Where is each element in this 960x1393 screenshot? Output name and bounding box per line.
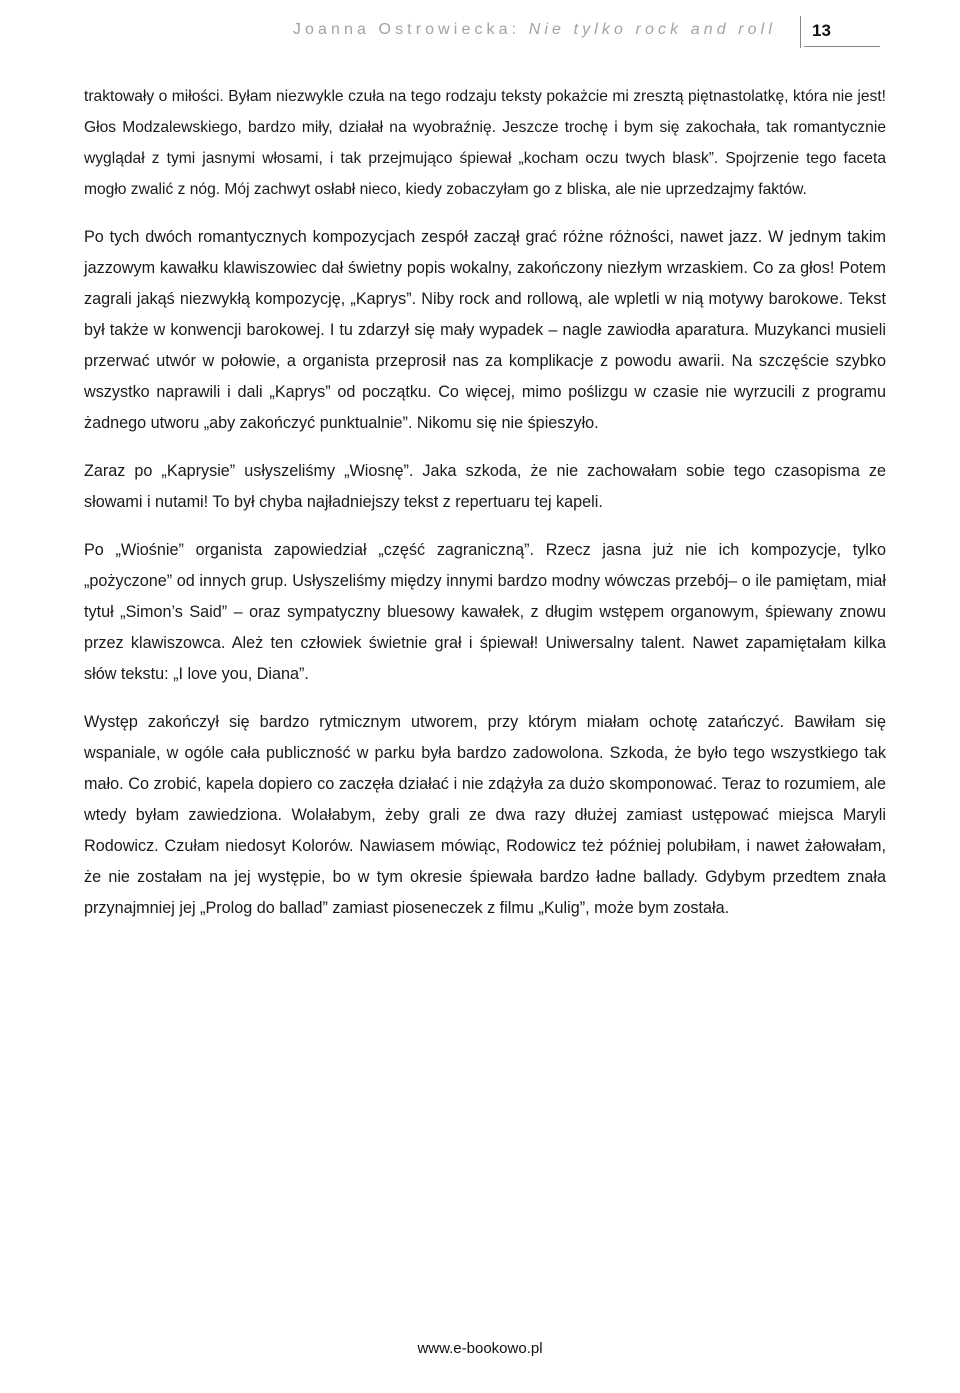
paragraph-4: Po „Wiośnie” organista zapowiedział „część zagraniczną”. Rzecz jasna już nie ich kompozycje, tylko „pożyczone” od innych grup. Usłyszeliśmy między innymi bardzo modny wówczas przebój– o ile pamiętam, miał tytuł „Simon’s Said” – oraz sympatyczny bluesowy kawałek, z długim wstępem organowym, śpiewany znowu przez klawiszowca. Ależ ten człowiek świetnie grał i śpiewał! Uniwersalny talent. Nawet zapamiętałam kilka słów tekstu: „I love you, Diana”.: [84, 541, 886, 683]
running-header: [293, 21, 776, 39]
paragraph-3: Zaraz po „Kaprysie” usłyszeliśmy „Wiosnę”. Jaka szkoda, że nie zachowałam sobie tego czasopisma ze słowami i nutami! To był chyba najładniejszy tekst z repertuaru tej kapeli.: [84, 462, 886, 511]
header-rule: [804, 46, 880, 47]
page-number: 13: [812, 21, 831, 40]
paragraph-1: traktowały o miłości. Byłam niezwykle czuła na tego rodzaju teksty pokażcie mi zresztą piętnastolatkę, która nie jest! Głos Modzalewskiego, bardzo miły, działał na wyobraźnię. Jeszcze trochę i bym się zakochała, tak romantycznie wyglądał z tymi jasnymi włosami, i tak przejmująco śpiewał „kocham oczu twych blask”. Spojrzenie tego faceta mogło zwalić z nóg. Mój zachwyt osłabł nieco, kiedy zobaczyłam go z bliska, ale nie uprzedzajmy faktów.: [84, 88, 886, 198]
footer-url: www.e-bookowo.pl: [417, 1340, 543, 1357]
paragraph-2: Po tych dwóch romantycznych kompozycjach zespół zaczął grać różne różności, nawet jazz. W jednym takim jazzowym kawałku klawiszowiec dał świetny popis wokalny, zakończony niezłym wrzaskiem. Co za głos! Potem zagrali jakąś niezwykłą kompozycję, „Kaprys”. Niby rock and rollową, ale wpletli w nią motywy barokowe. Tekst był także w konwencji barokowej. I tu zdarzył się mały wypadek – nagle zawiodła aparatura. Muzykanci musieli przerwać utwór w połowie, a organista przeprosił nas za komplikacje z powodu awarii. Na szczęście szybko wszystko naprawili i dali „Kaprys” od początku. Co więcej, mimo poślizgu w czasie nie wyrzucili z programu żadnego utworu „aby zakończyć punktualnie”. Nikomu się nie śpieszyło.: [84, 228, 886, 432]
header-author: Joanna Ostrowiecka:: [292, 21, 521, 38]
page-header: [0, 0, 960, 60]
paragraph-5: Występ zakończył się bardzo rytmicznym utworem, przy którym miałam ochotę zatańczyć. Bawiłam się wspaniale, w ogóle cała publiczność w parku była bardzo zadowolona. Szkoda, że było tego wszystkiego tak mało. Co zrobić, kapela dopiero co zaczęła działać i nie zdążyła za dużo skomponować. Teraz to rozumiem, ale wtedy byłam zawiedziona. Wolałabym, żeby grali ze dwa razy dłużej zamiast ustępować miejsca Maryli Rodowicz. Czułam niedosyt Kolorów. Nawiasem mówiąc, Rodowicz też później polubiłam, i nawet żałowałam, że nie zostałam na jej występie, bo w tym okresie śpiewała bardzo ładne ballady. Gdybym przedtem znała przynajmniej jej „Prolog do ballad” zamiast pioseneczek z filmu „Kulig”, może bym została.: [84, 713, 886, 917]
header-separator: [800, 16, 801, 48]
page-body: [84, 81, 886, 941]
header-book-title: Nie tylko rock and roll: [528, 21, 776, 38]
